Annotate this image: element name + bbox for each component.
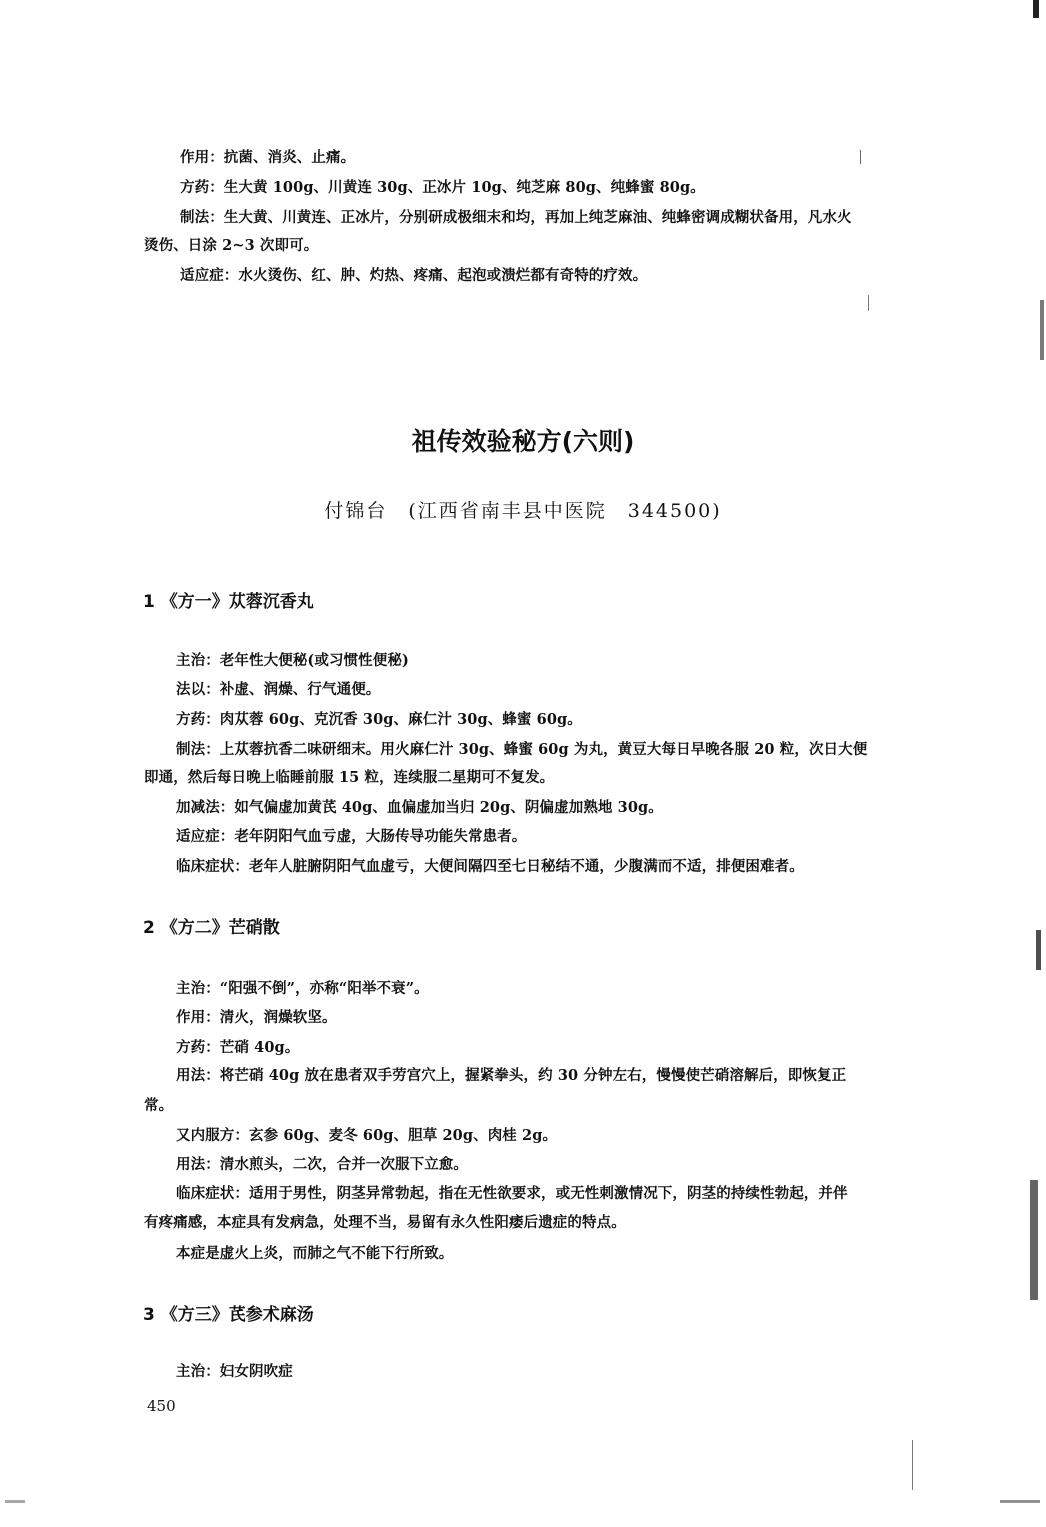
text-line: 即通，然后每日晚上临睡前服 15 粒，连续服二星期可不复发。 <box>144 769 555 786</box>
section-heading: 2 《方二》芒硝散 <box>143 918 280 938</box>
text-line: 有疼痛感，本症具有发病急，处理不当，易留有永久性阳痿后遗症的特点。 <box>144 1214 626 1231</box>
text-line: 适应症：水火烫伤、红、肿、灼热、疼痛、起泡或溃烂都有奇特的疗效。 <box>180 267 648 284</box>
text-line: 加减法：如气偏虚加黄芪 40g、血偏虚加当归 20g、阴偏虚加熟地 30g。 <box>176 799 663 816</box>
text-line: 适应症：老年阴阳气血亏虚，大肠传导功能失常患者。 <box>176 828 527 845</box>
text-line: 用法：将芒硝 40g 放在患者双手劳宫穴上，握紧拳头，约 30 分钟左右，慢慢使芒硝溶解后，即恢复正 <box>176 1067 847 1084</box>
text-line: 制法：上苁蓉抗香二味研细末。用火麻仁汁 30g、蜂蜜 60g 为丸，黄豆大每日早晚各服 20 粒，次日大便 <box>176 741 868 758</box>
text-line: 方药：肉苁蓉 60g、克沉香 30g、麻仁汁 30g、蜂蜜 60g。 <box>176 711 582 728</box>
text-line: 临床症状：适用于男性，阴茎异常勃起，指在无性欲要求，或无性刺激情况下，阴茎的持续性勃起，并伴 <box>176 1185 848 1202</box>
article-title: 祖传效验秘方(六则) <box>411 427 635 456</box>
text-line: 烫伤、日涂 2~3 次即可。 <box>144 237 319 254</box>
text-line: 临床症状：老年人脏腑阴阳气血虚亏，大便间隔四至七日秘结不通，少腹满而不适，排便困难者。 <box>176 858 804 875</box>
text-line: 制法：生大黄、川黄连、正冰片，分别研成极细末和均，再加上纯芝麻油、纯蜂密调成糊状备用，凡水火 <box>180 209 852 226</box>
text-line: 本症是虚火上炎，而肺之气不能下行所致。 <box>176 1245 454 1262</box>
text-line: 法以：补虚、润燥、行气通便。 <box>176 681 381 698</box>
text-line: 用法：清水煎头，二次，合并一次服下立愈。 <box>176 1156 468 1173</box>
text-line: 作用：抗菌、消炎、止痛。 <box>180 149 356 166</box>
text-line: 主治：老年性大便秘(或习惯性便秘) <box>176 652 409 669</box>
text-line: 主治：“阳强不倒”，亦称“阳举不衰”。 <box>176 980 429 997</box>
text-line: 常。 <box>144 1097 174 1114</box>
section-heading: 3 《方三》芪参术麻汤 <box>143 1305 314 1325</box>
text-line: 主治：妇女阴吹症 <box>176 1363 293 1380</box>
article-author: 付锦台 (江西省南丰县中医院 344500) <box>324 500 722 522</box>
section-heading: 1 《方一》苁蓉沉香丸 <box>143 592 314 612</box>
text-line: 又内服方：玄参 60g、麦冬 60g、胆草 20g、肉桂 2g。 <box>176 1127 558 1144</box>
text-line: 方药：生大黄 100g、川黄连 30g、正冰片 10g、纯芝麻 80g、纯蜂蜜 80g。 <box>180 179 705 196</box>
page-number: 450 <box>147 1397 176 1415</box>
text-line: 作用：清火，润燥软坚。 <box>176 1009 337 1026</box>
text-line: 方药：芒硝 40g。 <box>176 1039 300 1056</box>
